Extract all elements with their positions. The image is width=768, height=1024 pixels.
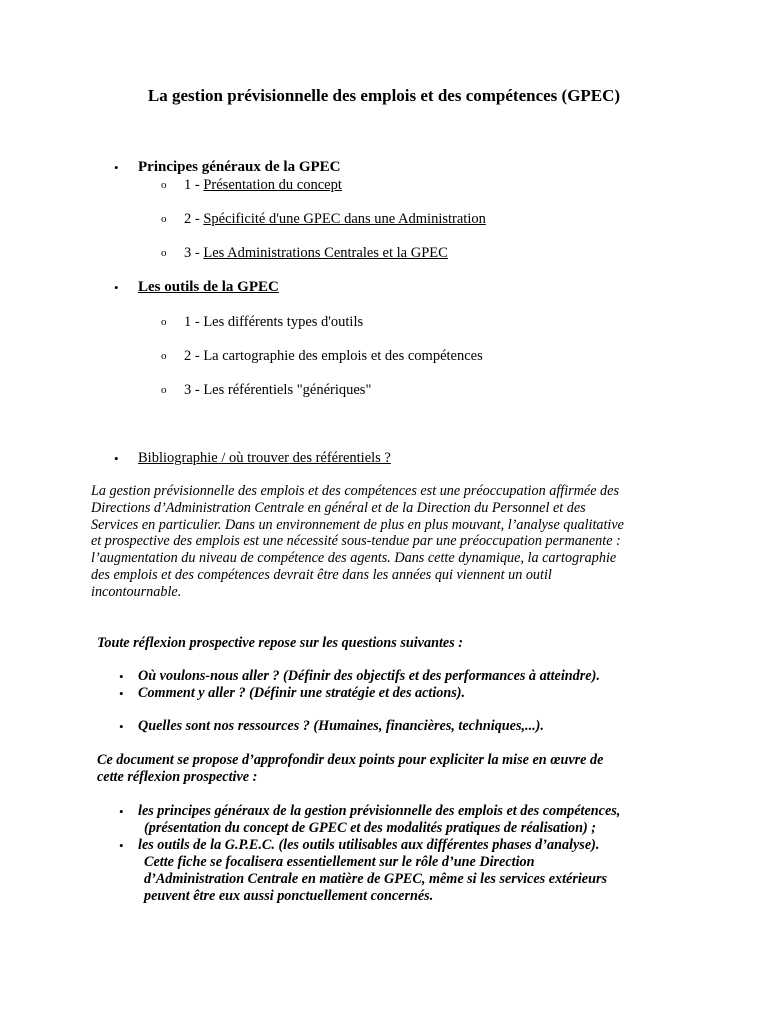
- intro-paragraph: [91, 483, 691, 601]
- point-line: (présentation du concept de GPEC et des modalités pratiques de réalisation) ;: [144, 820, 597, 836]
- toc-item: 3 - Les référentiels "génériques": [184, 382, 372, 398]
- point-line: les principes généraux de la gestion prévisionnelle des emplois et des compétences,: [138, 803, 621, 819]
- question-item: Quelles sont nos ressources ? (Humaines, financières, techniques,...).: [138, 718, 544, 734]
- section-heading-principes: Principes généraux de la GPEC: [138, 159, 341, 175]
- circle-bullet-icon: o: [161, 179, 167, 191]
- paragraph-line: l’augmentation du niveau de compétence des agents. Dans cette dynamique, la cartographie: [91, 550, 617, 567]
- paragraph-line: Services en particulier. Dans un environnement de plus en plus mouvant, l’analyse qualitative: [91, 516, 624, 533]
- toc-item: 2 - Spécificité d'une GPEC dans une Administration: [184, 211, 486, 227]
- questions-intro: Toute réflexion prospective repose sur les questions suivantes :: [97, 635, 463, 651]
- toc-item: 1 - Présentation du concept: [184, 177, 342, 193]
- bullet-icon: •: [119, 838, 124, 853]
- doc-intro-line: cette réflexion prospective :: [97, 769, 258, 785]
- circle-bullet-icon: o: [161, 384, 167, 396]
- paragraph-line: des emplois et des compétences devrait être dans les années qui viennent un outil: [91, 566, 552, 583]
- section-heading-outils[interactable]: Les outils de la GPEC: [138, 279, 279, 295]
- toc-item: 2 - La cartographie des emplois et des compétences: [184, 348, 483, 364]
- circle-bullet-icon: o: [161, 316, 167, 328]
- doc-intro-line: Ce document se propose d’approfondir deux points pour expliciter la mise en œuvre de: [97, 752, 604, 768]
- bullet-icon: •: [119, 686, 124, 701]
- toc-item: 3 - Les Administrations Centrales et la GPEC: [184, 245, 448, 261]
- point-line: les outils de la G.P.E.C. (les outils utilisables aux différentes phases d’analyse).: [138, 837, 600, 853]
- paragraph-line: Directions d’Administration Centrale en général et de la Direction du Personnel et des: [91, 499, 586, 516]
- toc-link-presentation[interactable]: Présentation du concept: [203, 177, 342, 193]
- bullet-icon: •: [119, 669, 124, 684]
- document-title: La gestion prévisionnelle des emplois et des compétences (GPEC): [147, 86, 621, 105]
- paragraph-line: et prospective des emplois est une nécessité sous-tendue par une préoccupation permanente :: [91, 533, 621, 550]
- bullet-icon: •: [114, 280, 119, 295]
- circle-bullet-icon: o: [161, 247, 167, 259]
- bullet-icon: •: [119, 719, 124, 734]
- bullet-icon: •: [114, 160, 119, 175]
- circle-bullet-icon: o: [161, 213, 167, 225]
- bullet-icon: •: [119, 804, 124, 819]
- paragraph-line: La gestion prévisionnelle des emplois et des compétences est une préoccupation affirmée des: [91, 483, 619, 499]
- toc-link-specificite[interactable]: Spécificité d'une GPEC dans une Administration: [203, 211, 486, 227]
- point-line: peuvent être eux aussi ponctuellement concernés.: [144, 888, 434, 904]
- bullet-icon: •: [114, 451, 119, 466]
- toc-link-administrations-centrales[interactable]: Les Administrations Centrales et la GPEC: [203, 245, 448, 261]
- question-item: Comment y aller ? (Définir une stratégie et des actions).: [138, 685, 466, 701]
- paragraph-line: incontournable.: [91, 583, 182, 600]
- point-line: d’Administration Centrale en matière de GPEC, même si les services extérieurs: [144, 871, 608, 887]
- question-item: Où voulons-nous aller ? (Définir des objectifs et des performances à atteindre).: [138, 668, 600, 684]
- toc-link-bibliographie[interactable]: Bibliographie / où trouver des référentiels ?: [138, 450, 391, 466]
- point-line: Cette fiche se focalisera essentiellement sur le rôle d’une Direction: [144, 854, 535, 870]
- toc-item: 1 - Les différents types d'outils: [184, 314, 364, 330]
- circle-bullet-icon: o: [161, 350, 167, 362]
